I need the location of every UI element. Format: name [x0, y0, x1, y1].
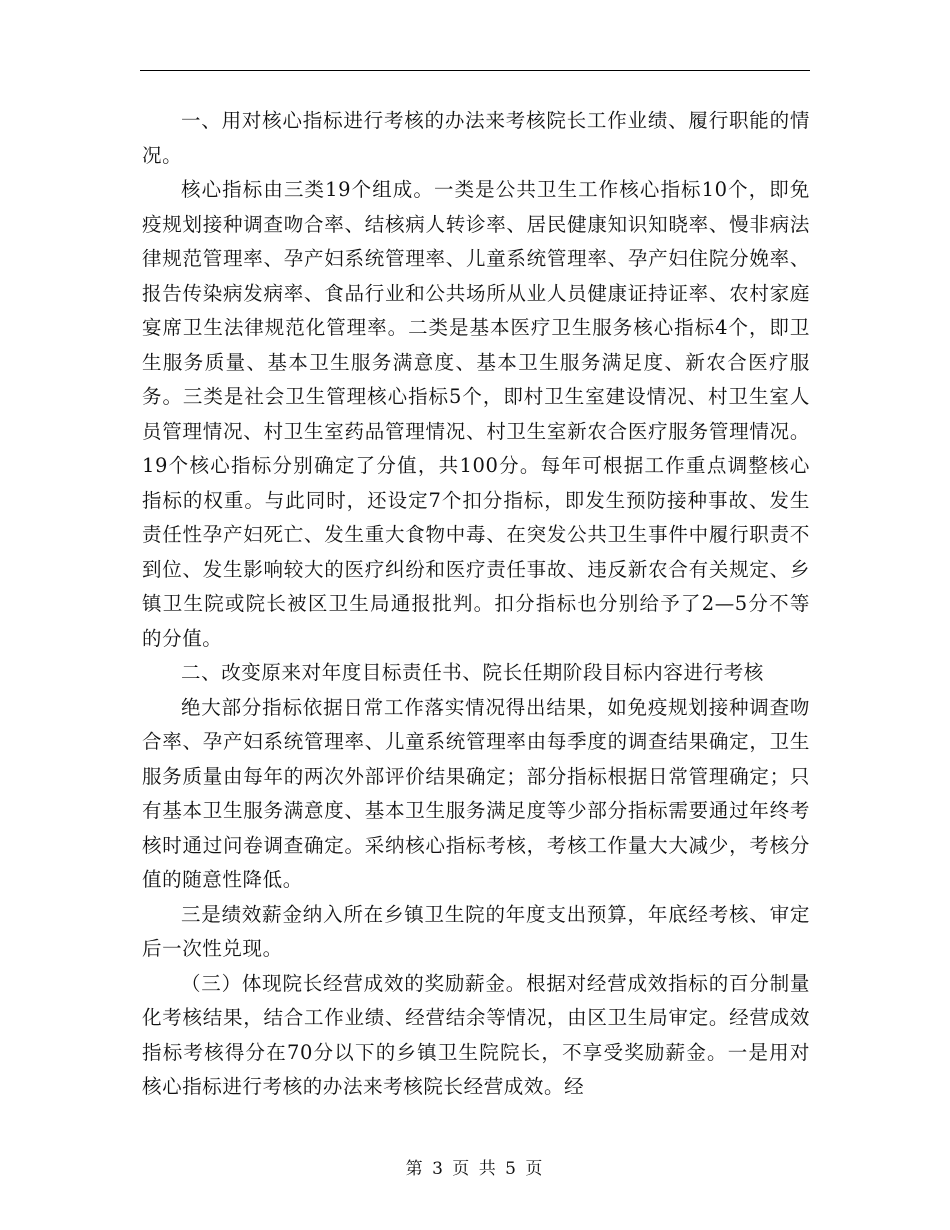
paragraph-section-one-heading: 一、用对核心指标进行考核的办法来考核院长工作业绩、履行职能的情况。 — [142, 109, 810, 167]
paragraph-performance-pay: 三是绩效薪金纳入所在乡镇卫生院的年度支出预算，年底经考核、审定后一次性兑现。 — [142, 902, 810, 960]
paragraph-reward-pay: （三）体现院长经营成效的奖励薪金。根据对经营成效指标的百分制量化考核结果，结合工作业绩、经营结余等情况，由区卫生局审定。经营成效指标考核得分在70分以下的乡镇卫生院院长，不享受奖励薪金。一是用对核心指标进行考核的办法来考核院长经营成效。经 — [142, 971, 810, 1098]
header-rule — [140, 70, 810, 71]
paragraph-core-indicators: 核心指标由三类19个组成。一类是公共卫生工作核心指标10个，即免疫规划接种调查吻合率、结核病人转诊率、居民健康知识知晓率、慢非病法律规范管理率、孕产妇系统管理率、儿童系统管理率、孕产妇住院分娩率、报告传染病发病率、食品行业和公共场所从业人员健康证持证率、农村家庭宴席卫生法律规范化管理率。二类是基本医疗卫生服务核心指标4个，即卫生服务质量、基本卫生服务满意度、基本卫生服务满足度、新农合医疗服务。三类是社会卫生管理核心指标5个，即村卫生室建设情况、村卫生室人员管理情况、村卫生室药品管理情况、村卫生室新农合医疗服务管理情况。19个核心指标分别确定了分值，共100分。每年可根据工作重点调整核心指标的权重。与此同时，还设定7个扣分指标，即发生预防接种事故、发生责任性孕产妇死亡、发生重大食物中毒、在突发公共卫生事件中履行职责不到位、发生影响较大的医疗纠纷和医疗责任事故、违反新农合有关规定、乡镇卫生院或院长被区卫生局通报批判。扣分指标也分别给予了2—5分不等的分值。 — [142, 178, 810, 650]
paragraph-daily-assessment: 绝大部分指标依据日常工作落实情况得出结果，如免疫规划接种调查吻合率、孕产妇系统管理率、儿童系统管理率由每季度的调查结果确定，卫生服务质量由每年的两次外部评价结果确定；部分指标根据日常管理确定；只有基本卫生服务满意度、基本卫生服务满足度等少部分指标需要通过年终考核时通过问卷调查确定。采纳核心指标考核，考核工作量大大减少，考核分值的随意性降低。 — [142, 695, 810, 891]
paragraph-section-two-heading: 二、改变原来对年度目标责任书、院长任期阶段目标内容进行考核 — [181, 661, 764, 684]
page-number-footer: 第 3 页 共 5 页 — [405, 1159, 545, 1179]
document-body — [142, 104, 810, 1105]
